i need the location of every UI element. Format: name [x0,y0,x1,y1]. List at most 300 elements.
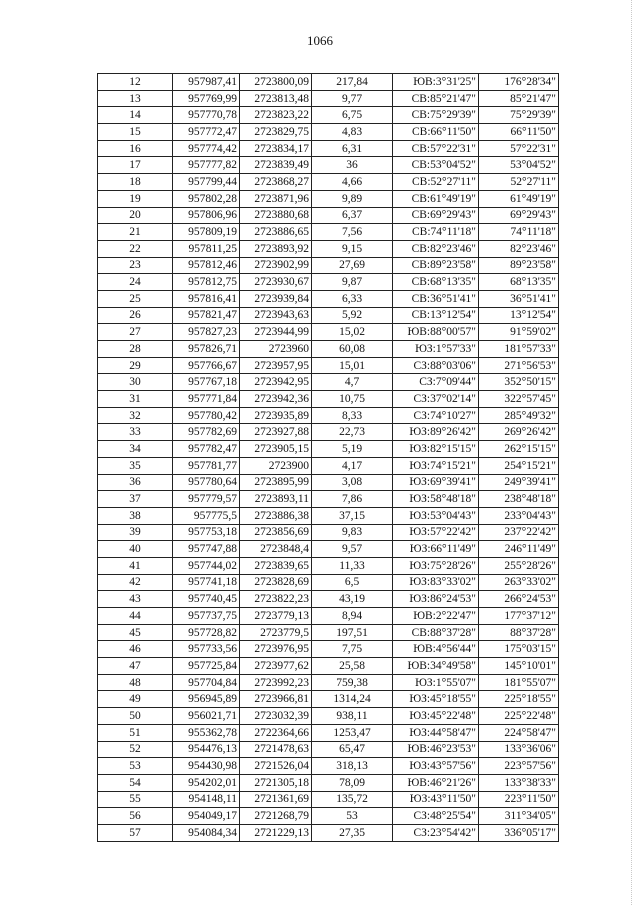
length-cell: 4,17 [312,457,393,474]
coordinates-table [97,73,559,842]
point-number-cell: 16 [98,140,173,157]
azimuth-cell: 145°10'01" [479,658,559,675]
azimuth-cell: 223°11'50" [479,791,559,808]
table-row [98,641,559,658]
y-coordinate-cell: 2723779,13 [240,608,312,625]
x-coordinate-cell: 956021,71 [173,708,240,725]
point-number-cell: 39 [98,524,173,541]
y-coordinate-cell: 2723893,92 [240,240,312,257]
x-coordinate-cell: 957753,18 [173,524,240,541]
table-row [98,624,559,641]
rhumb-cell: ЮВ:4°56'44" [393,641,479,658]
y-coordinate-cell: 2722364,66 [240,724,312,741]
table-row [98,524,559,541]
x-coordinate-cell: 957747,88 [173,541,240,558]
y-coordinate-cell: 2723779,5 [240,624,312,641]
table-row [98,507,559,524]
table-row [98,341,559,358]
azimuth-cell: 13°12'54" [479,307,559,324]
coordinates-table-body [98,74,559,842]
point-number-cell: 49 [98,691,173,708]
table-row [98,224,559,241]
azimuth-cell: 61°49'19" [479,190,559,207]
table-row [98,591,559,608]
y-coordinate-cell: 2723930,67 [240,274,312,291]
rhumb-cell: ЮЗ:75°28'26" [393,557,479,574]
length-cell: 5,92 [312,307,393,324]
length-cell: 6,31 [312,140,393,157]
length-cell: 27,69 [312,257,393,274]
rhumb-cell: СВ:75°29'39" [393,107,479,124]
x-coordinate-cell: 957737,75 [173,608,240,625]
x-coordinate-cell: 955362,78 [173,724,240,741]
azimuth-cell: 266°24'53" [479,591,559,608]
y-coordinate-cell: 2723893,11 [240,491,312,508]
y-coordinate-cell: 2723848,4 [240,541,312,558]
point-number-cell: 41 [98,557,173,574]
y-coordinate-cell: 2723977,62 [240,658,312,675]
length-cell: 4,83 [312,124,393,141]
point-number-cell: 52 [98,741,173,758]
rhumb-cell: ЮВ:46°23'53" [393,741,479,758]
table-row [98,374,559,391]
table-row [98,574,559,591]
rhumb-cell: ЮЗ:1°57'33" [393,341,479,358]
point-number-cell: 40 [98,541,173,558]
table-row [98,424,559,441]
x-coordinate-cell: 957816,41 [173,290,240,307]
point-number-cell: 24 [98,274,173,291]
length-cell: 9,15 [312,240,393,257]
table-row [98,124,559,141]
rhumb-cell: ЮЗ:45°18'55" [393,691,479,708]
y-coordinate-cell: 2723927,88 [240,424,312,441]
azimuth-cell: 271°56'53" [479,357,559,374]
point-number-cell: 17 [98,157,173,174]
azimuth-cell: 133°36'06" [479,741,559,758]
y-coordinate-cell: 2723902,99 [240,257,312,274]
length-cell: 9,77 [312,90,393,107]
azimuth-cell: 224°58'47" [479,724,559,741]
point-number-cell: 37 [98,491,173,508]
azimuth-cell: 311°34'05" [479,808,559,825]
length-cell: 15,02 [312,324,393,341]
table-row [98,808,559,825]
x-coordinate-cell: 954084,34 [173,824,240,841]
table-row [98,207,559,224]
azimuth-cell: 82°23'46" [479,240,559,257]
azimuth-cell: 85°21'47" [479,90,559,107]
azimuth-cell: 89°23'58" [479,257,559,274]
point-number-cell: 46 [98,641,173,658]
table-row [98,140,559,157]
azimuth-cell: 336°05'17" [479,824,559,841]
point-number-cell: 51 [98,724,173,741]
azimuth-cell: 225°22'48" [479,708,559,725]
length-cell: 8,33 [312,407,393,424]
point-number-cell: 29 [98,357,173,374]
length-cell: 6,75 [312,107,393,124]
table-row [98,90,559,107]
length-cell: 9,87 [312,274,393,291]
rhumb-cell: ЮВ:88°00'57" [393,324,479,341]
rhumb-cell: СЗ:7°09'44" [393,374,479,391]
y-coordinate-cell: 2723944,99 [240,324,312,341]
y-coordinate-cell: 2723976,95 [240,641,312,658]
point-number-cell: 33 [98,424,173,441]
y-coordinate-cell: 2723880,68 [240,207,312,224]
rhumb-cell: СЗ:88°03'06" [393,357,479,374]
length-cell: 37,15 [312,507,393,524]
azimuth-cell: 176°28'34" [479,74,559,91]
table-row [98,741,559,758]
rhumb-cell: СВ:36°51'41" [393,290,479,307]
x-coordinate-cell: 954148,11 [173,791,240,808]
table-row [98,190,559,207]
point-number-cell: 26 [98,307,173,324]
azimuth-cell: 255°28'26" [479,557,559,574]
x-coordinate-cell: 957740,45 [173,591,240,608]
y-coordinate-cell: 2723813,48 [240,90,312,107]
x-coordinate-cell: 957770,78 [173,107,240,124]
length-cell: 43,19 [312,591,393,608]
rhumb-cell: ЮЗ:83°33'02" [393,574,479,591]
x-coordinate-cell: 957772,47 [173,124,240,141]
x-coordinate-cell: 957782,69 [173,424,240,441]
y-coordinate-cell: 2723839,65 [240,557,312,574]
table-row [98,491,559,508]
rhumb-cell: ЮВ:34°49'58" [393,658,479,675]
azimuth-cell: 225°18'55" [479,691,559,708]
table-row [98,257,559,274]
rhumb-cell: СВ:57°22'31" [393,140,479,157]
page-number: 1066 [307,33,333,48]
point-number-cell: 50 [98,708,173,725]
length-cell: 11,33 [312,557,393,574]
point-number-cell: 54 [98,774,173,791]
azimuth-cell: 233°04'43" [479,507,559,524]
rhumb-cell: ЮЗ:43°57'56" [393,758,479,775]
length-cell: 60,08 [312,341,393,358]
y-coordinate-cell: 2721478,63 [240,741,312,758]
table-row [98,608,559,625]
point-number-cell: 56 [98,808,173,825]
x-coordinate-cell: 957704,84 [173,674,240,691]
x-coordinate-cell: 957744,02 [173,557,240,574]
table-row [98,307,559,324]
point-number-cell: 15 [98,124,173,141]
table-row [98,774,559,791]
y-coordinate-cell: 2721229,13 [240,824,312,841]
length-cell: 197,51 [312,624,393,641]
point-number-cell: 22 [98,240,173,257]
y-coordinate-cell: 2723992,23 [240,674,312,691]
x-coordinate-cell: 957811,25 [173,240,240,257]
x-coordinate-cell: 957767,18 [173,374,240,391]
rhumb-cell: СЗ:23°54'42" [393,824,479,841]
azimuth-cell: 181°55'07" [479,674,559,691]
x-coordinate-cell: 957812,46 [173,257,240,274]
rhumb-cell: ЮЗ:58°48'18" [393,491,479,508]
azimuth-cell: 249°39'41" [479,474,559,491]
table-row [98,674,559,691]
length-cell: 7,56 [312,224,393,241]
rhumb-cell: ЮВ:46°21'26" [393,774,479,791]
length-cell: 10,75 [312,391,393,408]
azimuth-cell: 177°37'12" [479,608,559,625]
azimuth-cell: 133°38'33" [479,774,559,791]
table-row [98,240,559,257]
x-coordinate-cell: 956945,89 [173,691,240,708]
azimuth-cell: 263°33'02" [479,574,559,591]
y-coordinate-cell: 2723800,09 [240,74,312,91]
y-coordinate-cell: 2723823,22 [240,107,312,124]
point-number-cell: 13 [98,90,173,107]
azimuth-cell: 68°13'35" [479,274,559,291]
azimuth-cell: 91°59'02" [479,324,559,341]
x-coordinate-cell: 957821,47 [173,307,240,324]
y-coordinate-cell: 2723942,36 [240,391,312,408]
table-row [98,157,559,174]
rhumb-cell: ЮЗ:82°15'15" [393,441,479,458]
rhumb-cell: ЮЗ:1°55'07" [393,674,479,691]
azimuth-cell: 175°03'15" [479,641,559,658]
rhumb-cell: СВ:66°11'50" [393,124,479,141]
y-coordinate-cell: 2723966,81 [240,691,312,708]
y-coordinate-cell: 2723828,69 [240,574,312,591]
y-coordinate-cell: 2723868,27 [240,174,312,191]
table-row [98,557,559,574]
x-coordinate-cell: 957774,42 [173,140,240,157]
azimuth-cell: 269°26'42" [479,424,559,441]
table-row [98,107,559,124]
point-number-cell: 36 [98,474,173,491]
rhumb-cell: СЗ:74°10'27" [393,407,479,424]
table-row [98,691,559,708]
x-coordinate-cell: 954202,01 [173,774,240,791]
point-number-cell: 57 [98,824,173,841]
table-row [98,441,559,458]
y-coordinate-cell: 2723886,65 [240,224,312,241]
x-coordinate-cell: 957812,75 [173,274,240,291]
y-coordinate-cell: 2723960 [240,341,312,358]
y-coordinate-cell: 2723032,39 [240,708,312,725]
point-number-cell: 14 [98,107,173,124]
table-row [98,541,559,558]
point-number-cell: 27 [98,324,173,341]
length-cell: 217,84 [312,74,393,91]
rhumb-cell: ЮЗ:69°39'41" [393,474,479,491]
table-row [98,658,559,675]
y-coordinate-cell: 2723905,15 [240,441,312,458]
length-cell: 25,58 [312,658,393,675]
rhumb-cell: ЮВ:3°31'25" [393,74,479,91]
point-number-cell: 32 [98,407,173,424]
length-cell: 27,35 [312,824,393,841]
azimuth-cell: 237°22'42" [479,524,559,541]
rhumb-cell: ЮЗ:53°04'43" [393,507,479,524]
length-cell: 135,72 [312,791,393,808]
rhumb-cell: СВ:61°49'19" [393,190,479,207]
length-cell: 6,37 [312,207,393,224]
rhumb-cell: ЮЗ:74°15'21" [393,457,479,474]
x-coordinate-cell: 957809,19 [173,224,240,241]
length-cell: 1314,24 [312,691,393,708]
x-coordinate-cell: 957827,23 [173,324,240,341]
rhumb-cell: ЮЗ:45°22'48" [393,708,479,725]
x-coordinate-cell: 954430,98 [173,758,240,775]
point-number-cell: 48 [98,674,173,691]
x-coordinate-cell: 957802,28 [173,190,240,207]
x-coordinate-cell: 957741,18 [173,574,240,591]
azimuth-cell: 66°11'50" [479,124,559,141]
table-row [98,791,559,808]
rhumb-cell: СВ:13°12'54" [393,307,479,324]
x-coordinate-cell: 957781,77 [173,457,240,474]
x-coordinate-cell: 957733,56 [173,641,240,658]
point-number-cell: 31 [98,391,173,408]
x-coordinate-cell: 957779,57 [173,491,240,508]
table-row [98,274,559,291]
azimuth-cell: 74°11'18" [479,224,559,241]
rhumb-cell: ЮЗ:57°22'42" [393,524,479,541]
y-coordinate-cell: 2723886,38 [240,507,312,524]
rhumb-cell: СВ:53°04'52" [393,157,479,174]
scan-edge-line [630,0,632,905]
table-row [98,324,559,341]
length-cell: 9,83 [312,524,393,541]
azimuth-cell: 262°15'15" [479,441,559,458]
point-number-cell: 53 [98,758,173,775]
table-row [98,457,559,474]
azimuth-cell: 57°22'31" [479,140,559,157]
length-cell: 78,09 [312,774,393,791]
point-number-cell: 42 [98,574,173,591]
rhumb-cell: ЮЗ:43°11'50" [393,791,479,808]
x-coordinate-cell: 957777,82 [173,157,240,174]
x-coordinate-cell: 957728,82 [173,624,240,641]
y-coordinate-cell: 2721305,18 [240,774,312,791]
rhumb-cell: ЮЗ:89°26'42" [393,424,479,441]
y-coordinate-cell: 2723839,49 [240,157,312,174]
x-coordinate-cell: 957782,47 [173,441,240,458]
length-cell: 1253,47 [312,724,393,741]
x-coordinate-cell: 957771,84 [173,391,240,408]
y-coordinate-cell: 2723957,95 [240,357,312,374]
rhumb-cell: СЗ:48°25'54" [393,808,479,825]
point-number-cell: 55 [98,791,173,808]
point-number-cell: 23 [98,257,173,274]
azimuth-cell: 322°57'45" [479,391,559,408]
length-cell: 8,94 [312,608,393,625]
rhumb-cell: СВ:89°23'58" [393,257,479,274]
table-row [98,474,559,491]
rhumb-cell: СЗ:37°02'14" [393,391,479,408]
length-cell: 6,5 [312,574,393,591]
y-coordinate-cell: 2723871,96 [240,190,312,207]
point-number-cell: 25 [98,290,173,307]
length-cell: 4,7 [312,374,393,391]
x-coordinate-cell: 957769,99 [173,90,240,107]
y-coordinate-cell: 2723834,17 [240,140,312,157]
length-cell: 759,38 [312,674,393,691]
azimuth-cell: 53°04'52" [479,157,559,174]
x-coordinate-cell: 954476,13 [173,741,240,758]
length-cell: 65,47 [312,741,393,758]
point-number-cell: 34 [98,441,173,458]
table-row [98,357,559,374]
azimuth-cell: 36°51'41" [479,290,559,307]
azimuth-cell: 52°27'11" [479,174,559,191]
rhumb-cell: СВ:52°27'11" [393,174,479,191]
y-coordinate-cell: 2723822,23 [240,591,312,608]
rhumb-cell: ЮЗ:86°24'53" [393,591,479,608]
point-number-cell: 35 [98,457,173,474]
length-cell: 5,19 [312,441,393,458]
point-number-cell: 18 [98,174,173,191]
point-number-cell: 30 [98,374,173,391]
y-coordinate-cell: 2723856,69 [240,524,312,541]
azimuth-cell: 254°15'21" [479,457,559,474]
point-number-cell: 44 [98,608,173,625]
y-coordinate-cell: 2723935,89 [240,407,312,424]
azimuth-cell: 69°29'43" [479,207,559,224]
x-coordinate-cell: 957780,64 [173,474,240,491]
point-number-cell: 47 [98,658,173,675]
length-cell: 53 [312,808,393,825]
azimuth-cell: 246°11'49" [479,541,559,558]
table-row [98,708,559,725]
length-cell: 3,08 [312,474,393,491]
azimuth-cell: 88°37'28" [479,624,559,641]
table-row [98,174,559,191]
azimuth-cell: 352°50'15" [479,374,559,391]
y-coordinate-cell: 2721361,69 [240,791,312,808]
azimuth-cell: 75°29'39" [479,107,559,124]
rhumb-cell: ЮЗ:44°58'47" [393,724,479,741]
length-cell: 6,33 [312,290,393,307]
y-coordinate-cell: 2721268,79 [240,808,312,825]
length-cell: 9,89 [312,190,393,207]
azimuth-cell: 285°49'32" [479,407,559,424]
y-coordinate-cell: 2723942,95 [240,374,312,391]
azimuth-cell: 181°57'33" [479,341,559,358]
point-number-cell: 38 [98,507,173,524]
rhumb-cell: СВ:88°37'28" [393,624,479,641]
x-coordinate-cell: 957766,67 [173,357,240,374]
y-coordinate-cell: 2723939,84 [240,290,312,307]
x-coordinate-cell: 957987,41 [173,74,240,91]
point-number-cell: 43 [98,591,173,608]
y-coordinate-cell: 2723895,99 [240,474,312,491]
point-number-cell: 19 [98,190,173,207]
length-cell: 22,73 [312,424,393,441]
table-row [98,391,559,408]
table-row [98,724,559,741]
point-number-cell: 12 [98,74,173,91]
table-row [98,407,559,424]
x-coordinate-cell: 954049,17 [173,808,240,825]
x-coordinate-cell: 957780,42 [173,407,240,424]
rhumb-cell: СВ:82°23'46" [393,240,479,257]
y-coordinate-cell: 2723829,75 [240,124,312,141]
x-coordinate-cell: 957725,84 [173,658,240,675]
y-coordinate-cell: 2723943,63 [240,307,312,324]
length-cell: 15,01 [312,357,393,374]
x-coordinate-cell: 957799,44 [173,174,240,191]
point-number-cell: 21 [98,224,173,241]
rhumb-cell: СВ:74°11'18" [393,224,479,241]
